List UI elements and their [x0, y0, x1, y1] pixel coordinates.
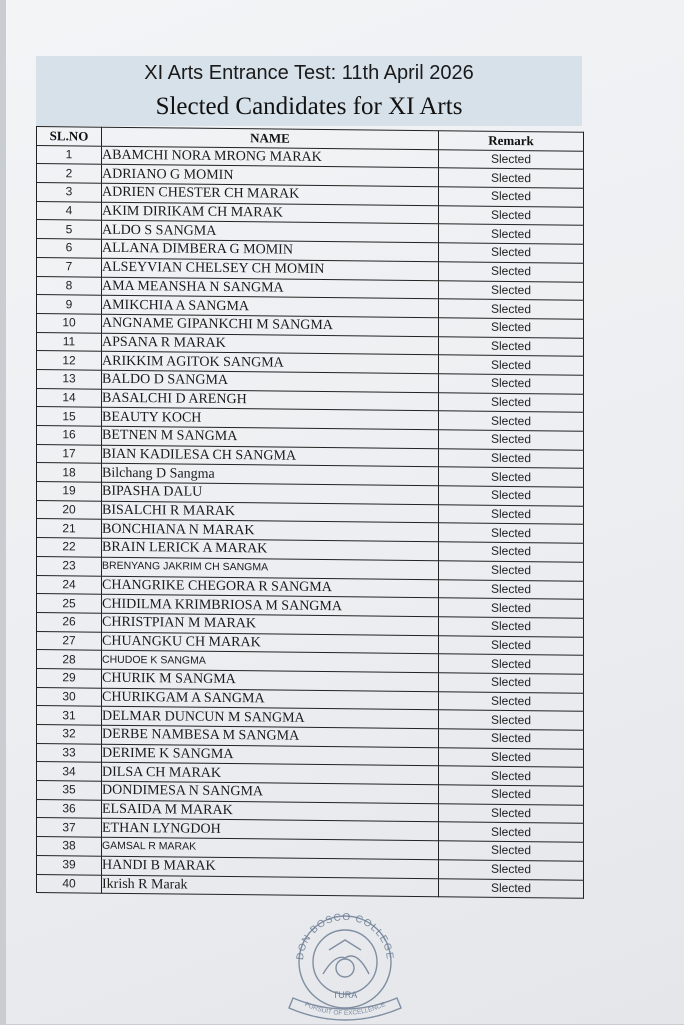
row-name: ALLANA DIMBERA G MOMIN: [102, 239, 439, 261]
row-remark: Slected: [439, 224, 584, 244]
row-slno: 13: [37, 369, 102, 388]
row-name: DERBE NAMBESA M SANGMA: [102, 725, 439, 747]
row-slno: 19: [37, 482, 102, 501]
row-slno: 29: [37, 668, 102, 687]
row-remark: Slected: [439, 149, 584, 169]
row-remark: Slected: [439, 860, 584, 880]
row-slno: 27: [37, 631, 102, 650]
row-name: BETNEN M SANGMA: [102, 426, 439, 448]
row-remark: Slected: [439, 262, 584, 282]
candidates-table: [36, 126, 584, 899]
row-remark: Slected: [439, 542, 584, 562]
row-name: BIAN KADILESA CH SANGMA: [102, 445, 439, 467]
row-name: CHRISTPIAN M MARAK: [102, 613, 439, 635]
test-title: XI Arts Entrance Test: 11th April 2026: [144, 62, 474, 84]
row-remark: Slected: [439, 448, 584, 468]
row-name: APSANA R MARAK: [102, 333, 439, 355]
row-slno: 30: [37, 687, 102, 706]
row-name: BRENYANG JAKRIM CH SANGMA: [102, 557, 439, 579]
row-name: AMIKCHIA A SANGMA: [102, 295, 439, 317]
row-remark: Slected: [439, 392, 584, 412]
row-name: HANDI B MARAK: [102, 856, 439, 878]
row-name: BALDO D SANGMA: [102, 370, 439, 392]
row-slno: 5: [37, 220, 102, 239]
row-name: CHUDOE K SANGMA: [102, 650, 439, 672]
row-remark: Slected: [439, 411, 584, 431]
row-slno: 9: [37, 295, 102, 314]
row-remark: Slected: [439, 785, 584, 805]
row-name: ALDO S SANGMA: [102, 221, 439, 243]
row-remark: Slected: [439, 205, 584, 225]
row-name: DERIME K SANGMA: [102, 744, 439, 766]
row-name: ARIKKIM AGITOK SANGMA: [102, 351, 439, 373]
row-remark: Slected: [439, 803, 584, 823]
row-name: CHURIK M SANGMA: [102, 669, 439, 691]
row-remark: Slected: [439, 561, 584, 581]
row-slno: 28: [37, 650, 102, 669]
row-slno: 18: [37, 463, 102, 482]
row-slno: 1: [37, 145, 102, 164]
seal-motto: PURSUIT OF EXCELLENCE: [303, 1001, 387, 1018]
row-slno: 32: [37, 725, 102, 744]
list-title: Slected Candidates for XI Arts: [155, 93, 463, 120]
row-slno: 7: [37, 257, 102, 276]
row-name: CHANGRIKE CHEGORA R SANGMA: [102, 576, 439, 598]
row-remark: Slected: [439, 486, 584, 506]
row-remark: Slected: [439, 187, 584, 207]
row-name: ADRIEN CHESTER CH MARAK: [102, 183, 439, 205]
seal-place: TURA: [332, 990, 358, 1000]
row-remark: Slected: [439, 336, 584, 356]
row-name: BIPASHA DALU: [102, 482, 439, 504]
row-slno: 24: [37, 575, 102, 594]
row-slno: 20: [37, 500, 102, 519]
row-name: CHURIKGAM A SANGMA: [102, 688, 439, 710]
column-header-name: NAME: [102, 127, 439, 149]
row-name: ELSAIDA M MARAK: [102, 800, 439, 822]
row-name: BONCHIANA N MARAK: [102, 520, 439, 542]
row-slno: 36: [37, 799, 102, 818]
row-slno: 14: [37, 388, 102, 407]
row-remark: Slected: [439, 523, 584, 543]
row-remark: Slected: [439, 673, 584, 693]
row-remark: Slected: [439, 841, 584, 861]
row-name: BRAIN LERICK A MARAK: [102, 538, 439, 560]
row-slno: 31: [37, 706, 102, 725]
row-remark: Slected: [439, 766, 584, 786]
row-slno: 11: [37, 332, 102, 351]
row-name: ADRIANO G MOMIN: [102, 165, 439, 187]
row-remark: Slected: [439, 729, 584, 749]
row-name: BASALCHI D ARENGH: [102, 389, 439, 411]
row-slno: 25: [37, 594, 102, 613]
row-name: BISALCHI R MARAK: [102, 501, 439, 523]
row-remark: Slected: [439, 691, 584, 711]
row-name: CHIDILMA KRIMBRIOSA M SANGMA: [102, 594, 439, 616]
row-remark: Slected: [439, 168, 584, 188]
row-remark: Slected: [439, 654, 584, 674]
row-name: ETHAN LYNGDOH: [102, 819, 439, 841]
row-remark: Slected: [439, 710, 584, 730]
row-slno: 4: [37, 201, 102, 220]
row-slno: 40: [37, 874, 102, 893]
row-slno: 17: [37, 444, 102, 463]
row-remark: Slected: [439, 579, 584, 599]
row-slno: 37: [37, 818, 102, 837]
row-remark: Slected: [439, 467, 584, 487]
row-slno: 33: [37, 743, 102, 762]
row-remark: Slected: [439, 355, 584, 375]
row-slno: 2: [37, 164, 102, 183]
row-slno: 8: [37, 276, 102, 295]
college-seal: [285, 910, 405, 1025]
row-remark: Slected: [439, 318, 584, 338]
row-name: DONDIMESA N SANGMA: [102, 781, 439, 803]
row-name: DELMAR DUNCUN M SANGMA: [102, 706, 439, 728]
row-remark: Slected: [439, 243, 584, 263]
row-remark: Slected: [439, 504, 584, 524]
row-slno: 34: [37, 762, 102, 781]
row-slno: 23: [37, 556, 102, 575]
row-name: GAMSAL R MARAK: [102, 837, 439, 859]
row-name: Bilchang D Sangma: [102, 464, 439, 486]
svg-text:DON BOSCO COLLEGE: [295, 912, 395, 961]
row-name: AKIM DIRIKAM CH MARAK: [102, 202, 439, 224]
row-slno: 16: [37, 426, 102, 445]
row-remark: Slected: [439, 374, 584, 394]
column-header-remark: Remark: [439, 131, 584, 151]
row-slno: 38: [37, 837, 102, 856]
row-slno: 12: [37, 351, 102, 370]
row-remark: Slected: [439, 617, 584, 637]
row-name: AMA MEANSHA N SANGMA: [102, 277, 439, 299]
row-name: ANGNAME GIPANKCHI M SANGMA: [102, 314, 439, 336]
row-name: DILSA CH MARAK: [102, 763, 439, 785]
row-name: Ikrish R Marak: [102, 875, 439, 897]
row-slno: 6: [37, 239, 102, 258]
row-remark: Slected: [439, 299, 584, 319]
row-name: BEAUTY KOCH: [102, 407, 439, 429]
row-name: CHUANGKU CH MARAK: [102, 632, 439, 654]
column-header-slno: SL.NO: [37, 127, 102, 146]
seal-college-name: DON BOSCO COLLEGE: [294, 911, 396, 961]
row-name: ABAMCHI NORA MRONG MARAK: [102, 146, 439, 168]
table-body: [37, 145, 584, 898]
row-name: ALSEYVIAN CHELSEY CH MOMIN: [102, 258, 439, 280]
row-slno: 26: [37, 612, 102, 631]
row-remark: Slected: [439, 430, 584, 450]
row-slno: 21: [37, 519, 102, 538]
row-remark: Slected: [439, 598, 584, 618]
row-remark: Slected: [439, 822, 584, 842]
row-remark: Slected: [439, 747, 584, 767]
row-slno: 39: [37, 855, 102, 874]
row-remark: Slected: [439, 635, 584, 655]
row-slno: 22: [37, 538, 102, 557]
row-remark: Slected: [439, 878, 584, 898]
row-slno: 15: [37, 407, 102, 426]
row-slno: 35: [37, 781, 102, 800]
row-slno: 3: [37, 183, 102, 202]
row-slno: 10: [37, 313, 102, 332]
row-remark: Slected: [439, 280, 584, 300]
